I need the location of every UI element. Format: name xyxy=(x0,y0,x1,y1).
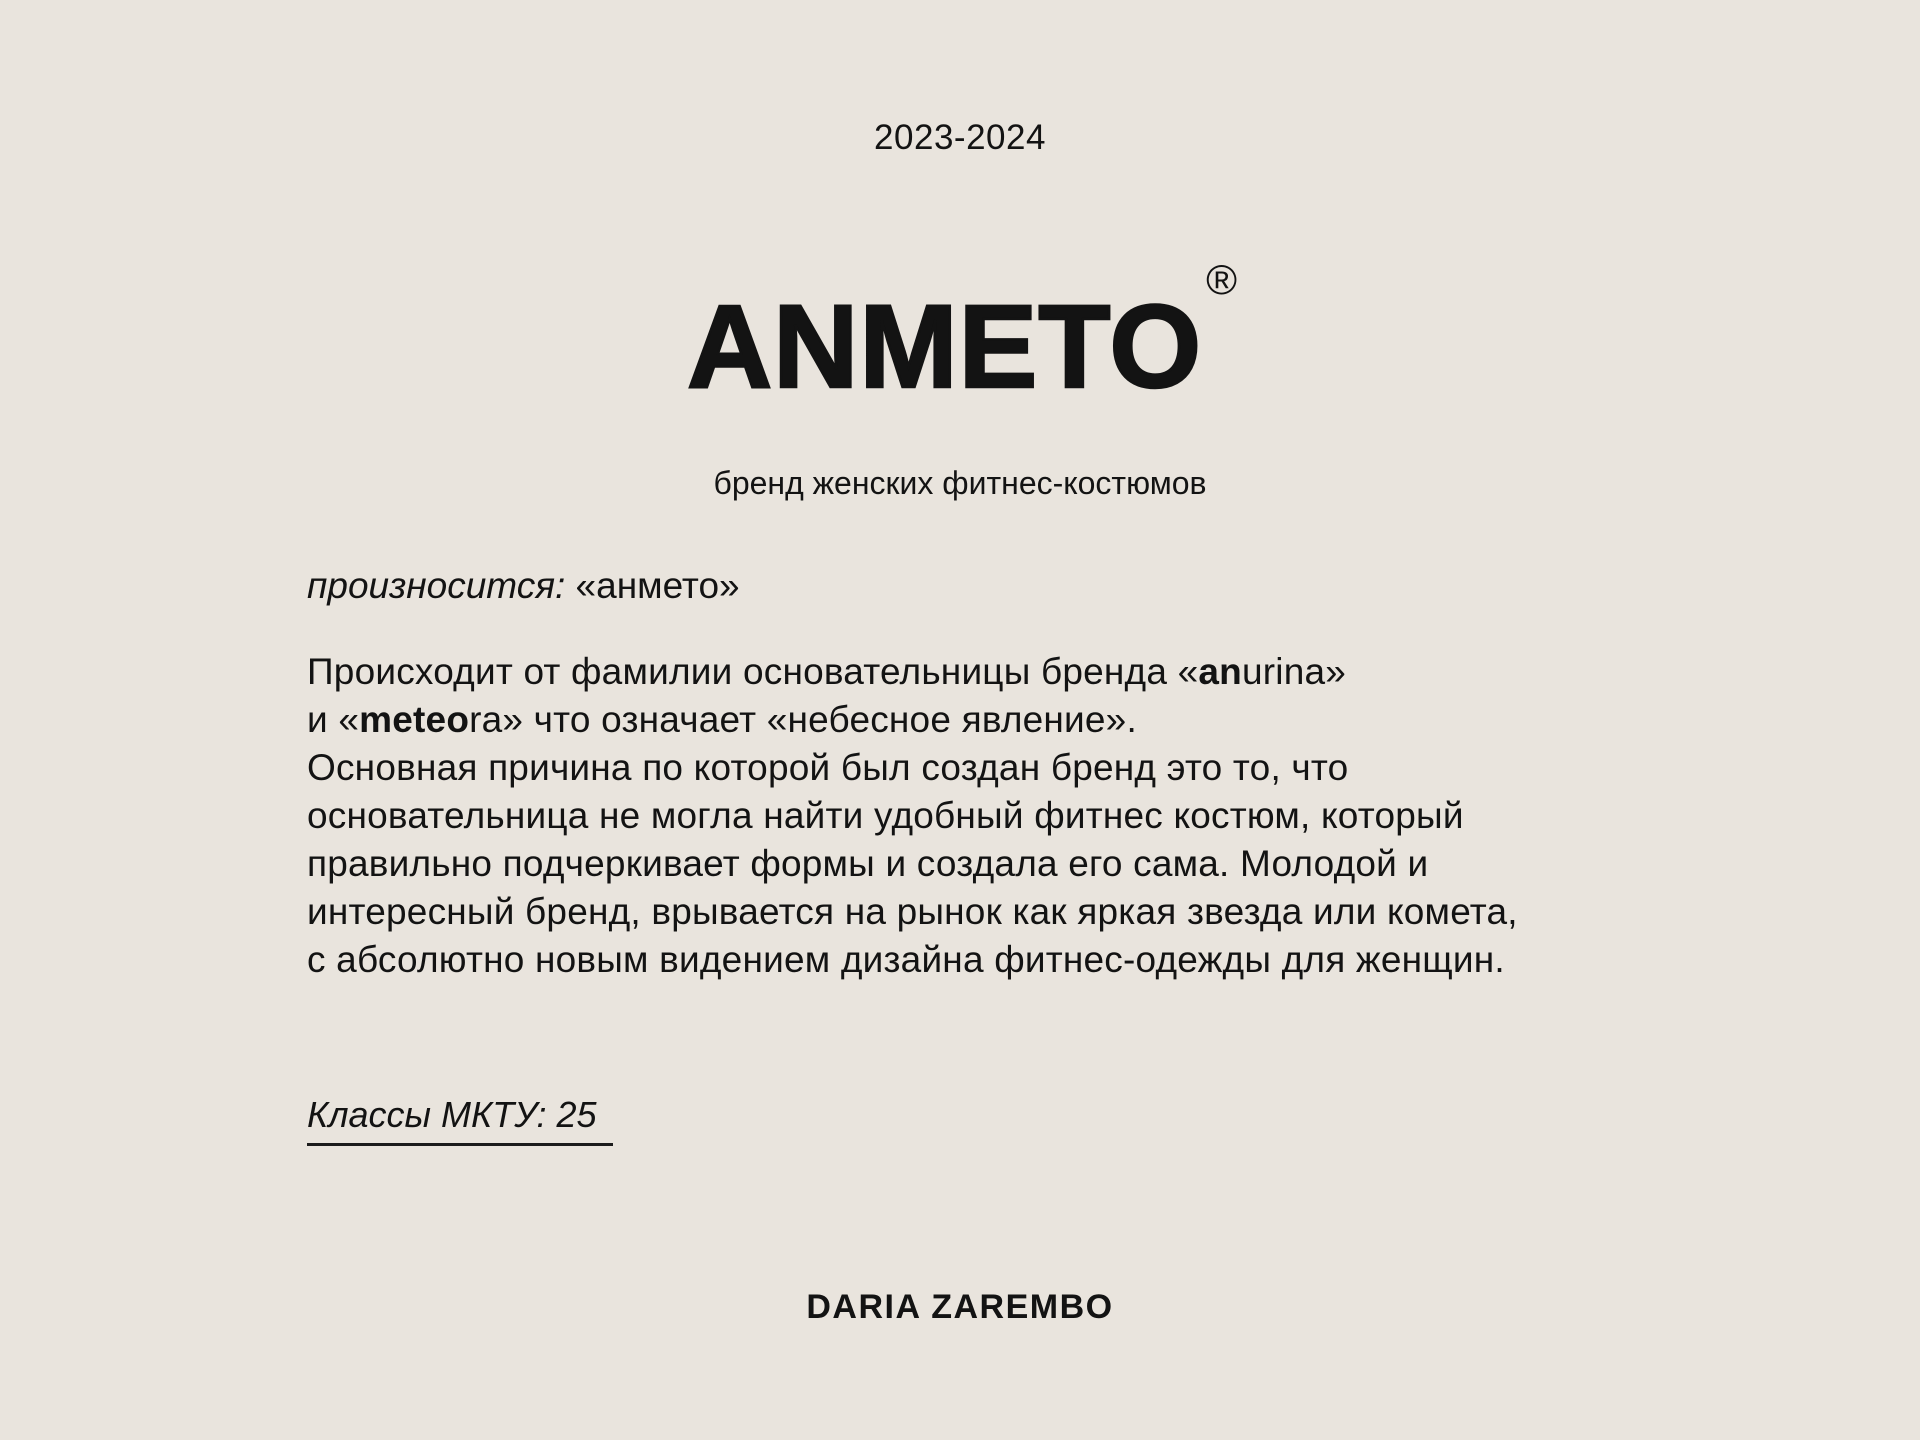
description-text-bold: an xyxy=(1198,651,1242,692)
pronunciation-value: «анмето» xyxy=(575,565,740,606)
description-line-7: с абсолютно новым видением дизайна фитнес-одежды для женщин. xyxy=(307,939,1505,980)
description-text: и « xyxy=(307,699,360,740)
author-name: DARIA ZAREMBO xyxy=(806,1288,1114,1326)
brand-logo-text: ANMETO xyxy=(686,281,1203,413)
description-line-1 xyxy=(307,648,1637,696)
description-line-5: правильно подчеркивает формы и создала его сама. Молодой и xyxy=(307,843,1429,884)
description-text: ra» что означает «небесное явление». xyxy=(469,699,1137,740)
brand-logo xyxy=(0,256,1920,413)
pronunciation-label: произносится: xyxy=(307,565,566,606)
description-text: Происходит от фамилии основательницы бренда « xyxy=(307,651,1199,692)
brand-description xyxy=(307,648,1637,984)
description-text: urina» xyxy=(1241,651,1347,692)
description-line-4: основательница не могла найти удобный фитнес костюм, который xyxy=(307,795,1464,836)
pronunciation-line xyxy=(307,562,740,610)
registered-trademark-symbol: ® xyxy=(1206,256,1238,303)
brand-subtitle: бренд женских фитнес-костюмов xyxy=(713,465,1207,501)
description-line-3: Основная причина по которой был создан бренд это то, что xyxy=(307,747,1349,788)
description-text-bold: meteo xyxy=(359,699,470,740)
years-heading: 2023-2024 xyxy=(874,118,1046,157)
description-line-2 xyxy=(307,696,1637,744)
description-line-6: интересный бренд, врывается на рынок как яркая звезда или комета, xyxy=(307,891,1518,932)
mktu-classes-label: Классы МКТУ: 25 xyxy=(307,1094,613,1146)
